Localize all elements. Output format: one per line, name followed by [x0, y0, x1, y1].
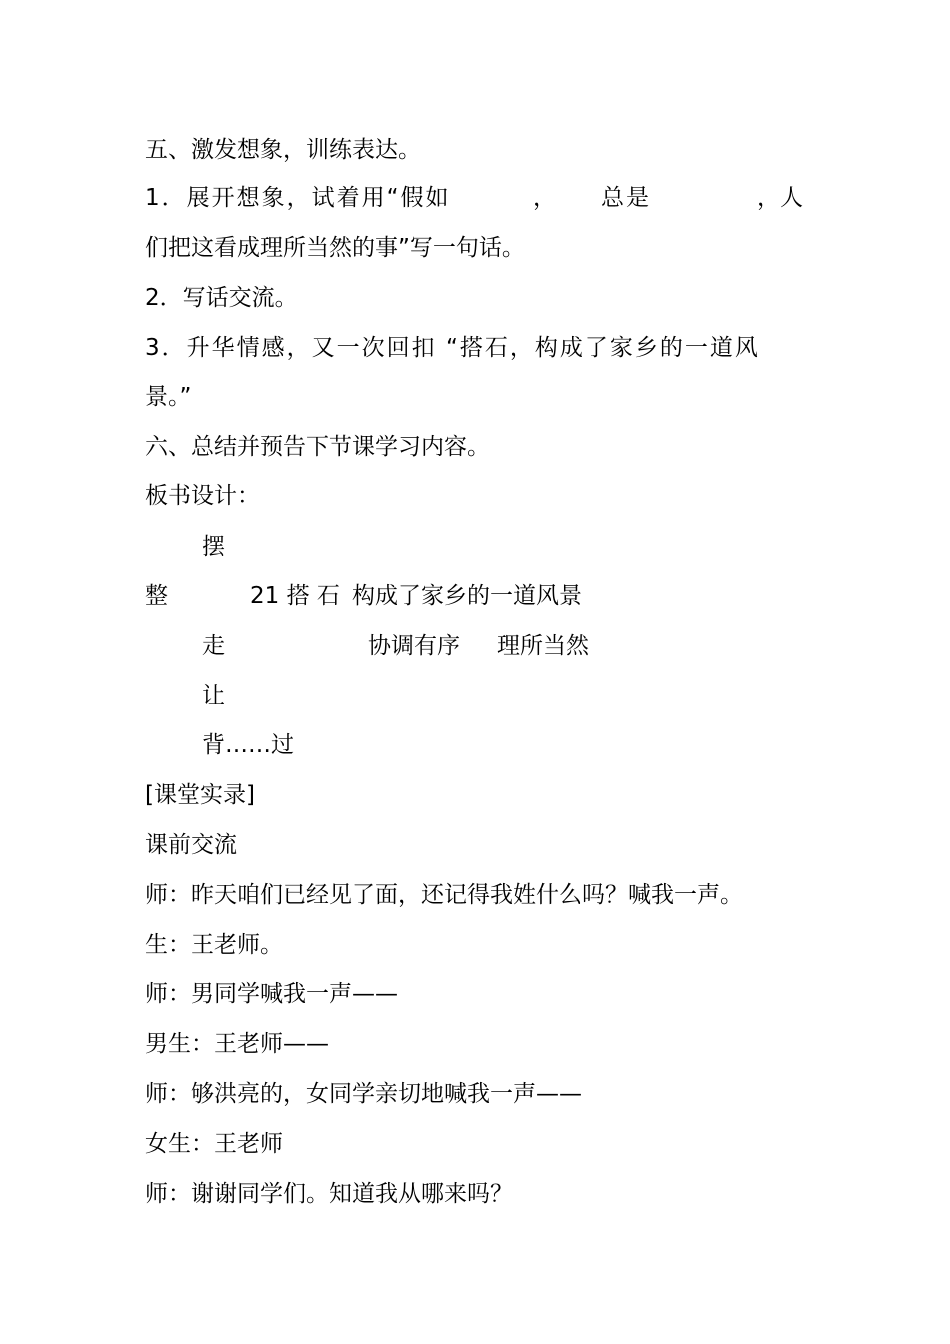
item-one-text-end: ，人	[757, 185, 803, 211]
board-verb-bei: 背……过	[202, 732, 294, 758]
board-verb-zou: 走	[202, 633, 225, 659]
item-one-text-start: 1．展开想象，试着用“假如	[145, 185, 451, 211]
board-phrase-order: 协调有序	[368, 633, 460, 659]
section-five-heading: 五、激发想象，训练表达。	[145, 137, 421, 163]
board-verb-bai: 摆	[202, 534, 225, 560]
dialogue-line: 师：男同学喊我一声——	[145, 981, 398, 1007]
item-three-continuation: 景。”	[145, 384, 192, 410]
dialogue-line: 男生：王老师——	[145, 1031, 329, 1057]
record-subheading: 课前交流	[145, 832, 237, 858]
board-phrase-natural: 理所当然	[497, 633, 589, 659]
section-six-heading: 六、总结并预告下节课学习内容。	[145, 434, 490, 460]
board-verb-rang: 让	[202, 683, 225, 709]
item-three: 3．升华情感，又一次回扣 “搭石，构成了家乡的一道风	[145, 335, 760, 361]
item-one-always: 总是	[601, 185, 651, 211]
record-heading: [课堂实录]	[145, 782, 255, 808]
dialogue-line: 女生：王老师	[145, 1131, 283, 1157]
item-one-continuation: 们把这看成理所当然的事”写一句话。	[145, 235, 525, 261]
board-lesson-title: 21 搭 石	[250, 583, 340, 609]
dialogue-line: 师：昨天咱们已经见了面，还记得我姓什么吗？喊我一声。	[145, 882, 743, 908]
dialogue-line: 师：够洪亮的，女同学亲切地喊我一声——	[145, 1081, 582, 1107]
item-one-comma: ，	[533, 185, 556, 211]
board-verb-zheng: 整	[145, 583, 168, 609]
board-design-title: 板书设计：	[145, 483, 260, 509]
dialogue-line: 师：谢谢同学们。知道我从哪来吗？	[145, 1181, 513, 1207]
dialogue-line: 生：王老师。	[145, 932, 283, 958]
board-theme: 构成了家乡的一道风景	[352, 583, 582, 609]
item-two: 2．写话交流。	[145, 285, 298, 311]
